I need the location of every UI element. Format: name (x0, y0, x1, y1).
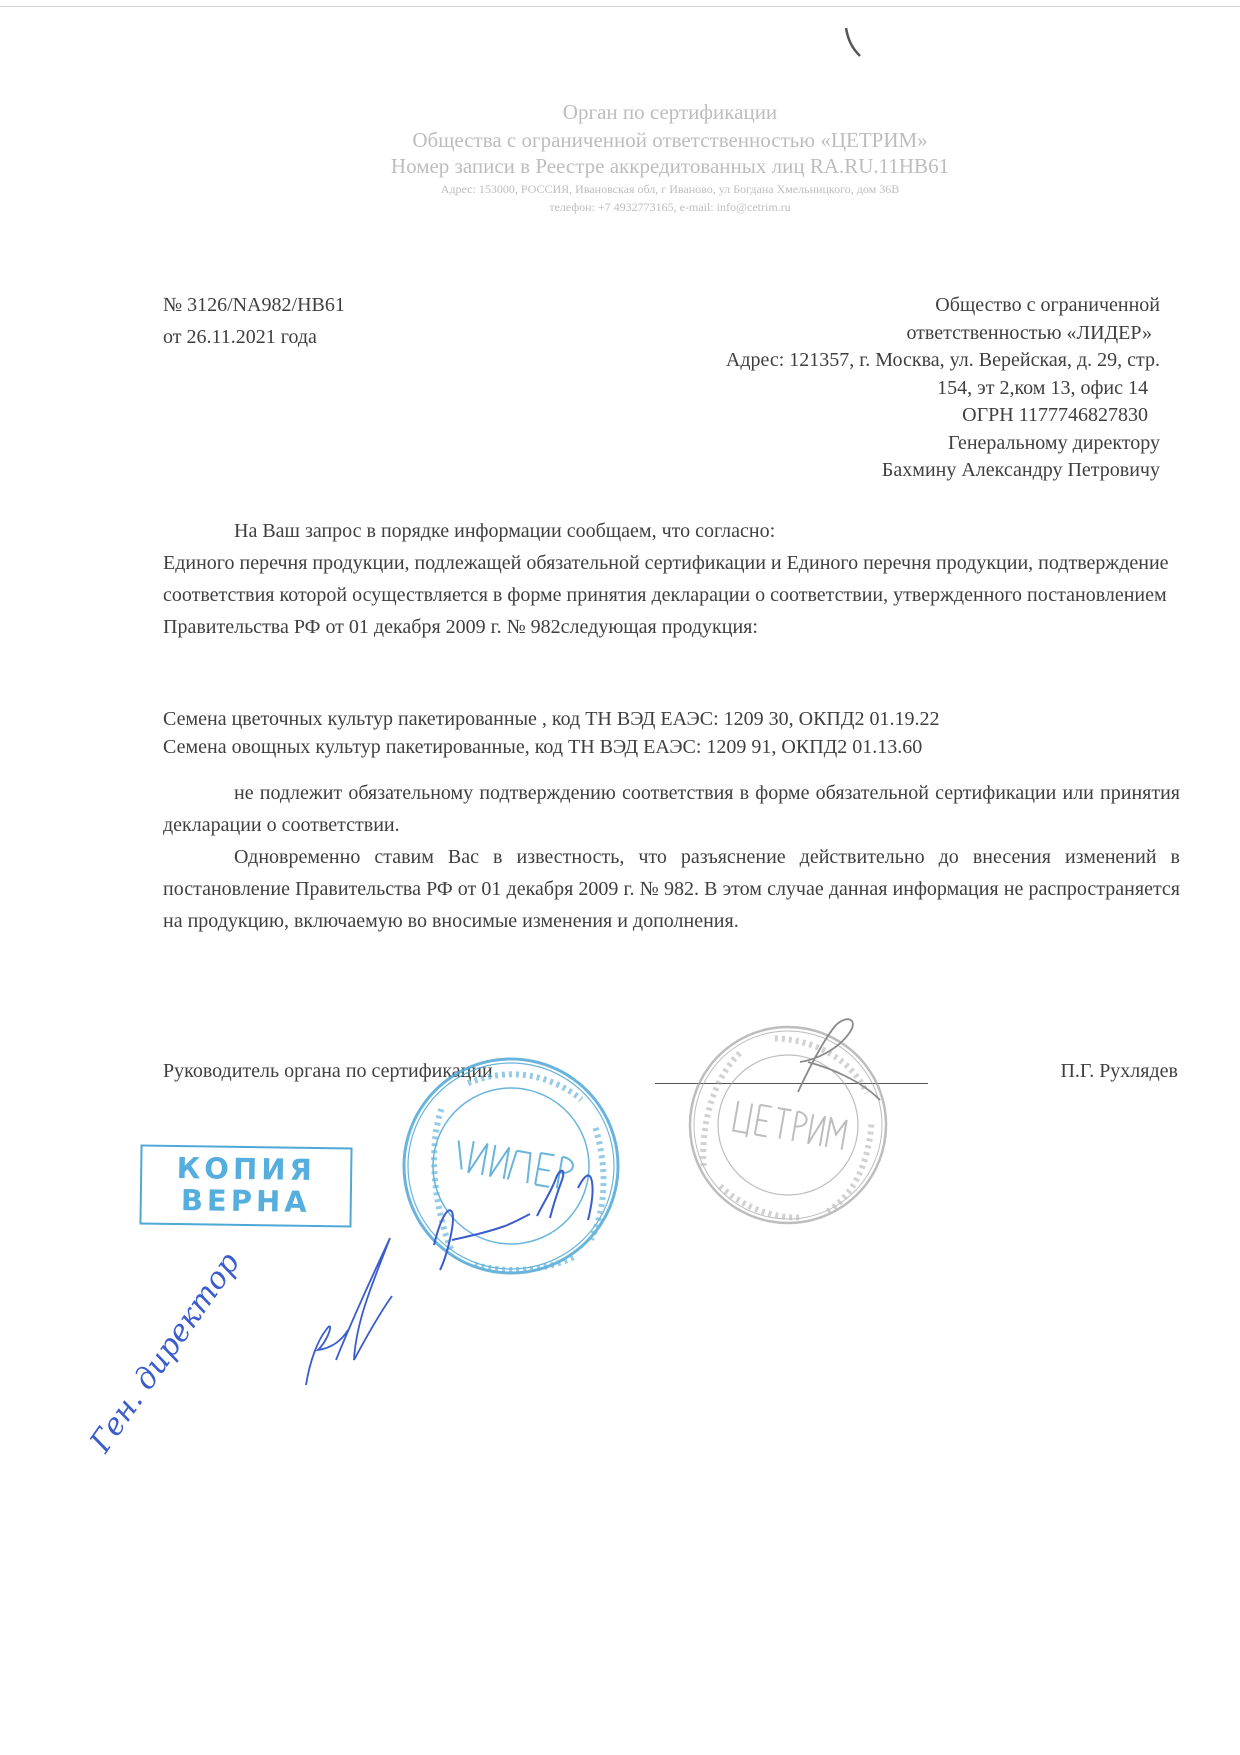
letterhead-org-title: Орган по сертификации (562, 100, 778, 124)
intro-text: Единого перечня продукции, подлежащей обязательной сертификации и Единого перечня продукции, подтверждение соответствия которой осуществляется в форме принятия декларации о соответствии, утвержденного постановлением Правительства РФ от 01 декабря 2009 г. № 982следующая продукция: (163, 552, 1169, 638)
conclusion-notice-block (163, 777, 1180, 937)
recipient-ogrn: ОГРН 1177746827830 (962, 404, 1148, 426)
handwritten-note-text: Ген. директор (83, 1246, 248, 1459)
product-item: Семена овощных культур пакетированные, код ТН ВЭД ЕАЭС: 1209 91, ОКПД2 01.13.60 (163, 736, 923, 758)
recipient-line: ответственностью «ЛИДЕР» (906, 321, 1152, 344)
document-number: № 3126/NA982/HB61 (163, 294, 345, 316)
scan-edge-line (0, 6, 1240, 7)
signature-ruhlyadev (798, 1019, 880, 1100)
product-list (163, 705, 1180, 761)
recipient-line: Адрес: 121357, г. Москва, ул. Верейская, д. 29, стр. (725, 349, 1160, 371)
recipient-line: Общество с ограниченной (935, 294, 1160, 316)
letterhead-company: Общества с ограниченной ответственностью «ЦЕТРИМ» (412, 128, 928, 152)
intro-first-line: На Ваш запрос в порядке информации сообщаем, что согласно: (234, 520, 776, 542)
copy-stamp-line2: ВЕРНА (180, 1183, 311, 1219)
cetrim-stamp-center-lettering (733, 1101, 847, 1154)
recipient-line: 154, эт 2,ком 13, офис 14 (937, 376, 1148, 399)
notice-paragraph: Одновременно ставим Вас в известность, что разъяснение действительно до внесения изменений в постановление Правительства РФ от 01 декабря 2009 г. № 982. В этом случае данная информация не распространяется на продукцию, включаемую во вносимые изменения и дополнения. (163, 846, 1180, 932)
lider-stamp-ring-lettering (421, 1062, 616, 1280)
copy-stamp-line1: КОПИЯ (176, 1151, 317, 1187)
lider-stamp-center-lettering (453, 1139, 574, 1191)
letterhead-contacts: телефон: +7 4932773165, e-mail: info@cetrim.ru (549, 200, 791, 214)
recipient-block (520, 292, 1160, 485)
letterhead-address: Адрес: 153000, РОССИЯ, Ивановская обл, г Иваново, ул Богдана Хмельницкого, дом 36В (440, 182, 900, 196)
cetrim-round-stamp (674, 1011, 901, 1238)
document-date: от 26.11.2021 года (163, 326, 317, 348)
recipient-name: Бахмину Александру Петровичу (881, 459, 1160, 481)
signature-line (655, 1083, 928, 1084)
signatory-name: П.Г. Рухлядев (1060, 1060, 1178, 1082)
product-item: Семена цветочных культур пакетированные , код ТН ВЭД ЕАЭС: 1209 30, ОКПД2 01.19.22 (163, 708, 940, 730)
pen-tick-mark (846, 28, 860, 56)
intro-paragraph (163, 515, 1180, 643)
letterhead-registry-number: Номер записи в Реестре аккредитованных лиц RA.RU.11HB61 (390, 154, 950, 178)
cetrim-stamp-ring-lettering (692, 1028, 884, 1229)
signature-bakhmin (434, 1171, 593, 1270)
conclusion-paragraph: не подлежит обязательному подтверждению соответствия в форме обязательной сертификации или принятия декларации о соответствии. (163, 782, 1180, 836)
recipient-position: Генеральному директору (947, 431, 1160, 454)
handwritten-initials (306, 1238, 392, 1385)
signatory-title: Руководитель органа по сертификации (163, 1060, 493, 1082)
copy-certified-stamp (139, 1145, 352, 1228)
